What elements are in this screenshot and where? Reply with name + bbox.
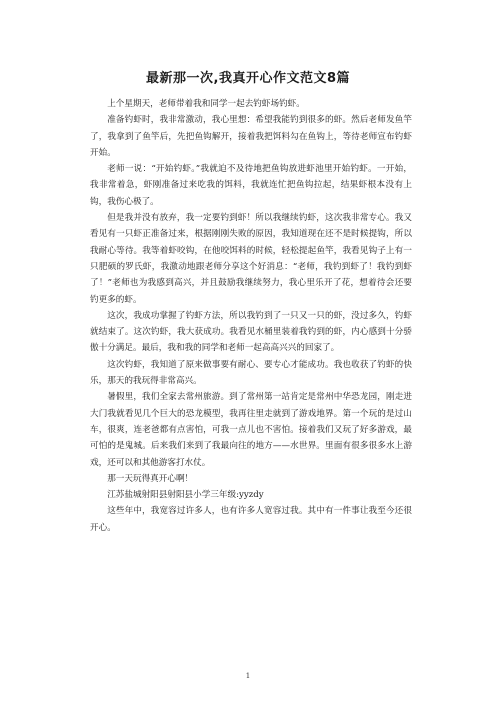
paragraph: 上个星期天，老师带着我和同学一起去钓虾场钓虾。 xyxy=(107,99,305,109)
paragraph: 江苏盐城射阳县射阳县小学三年级:yyzdy xyxy=(107,490,264,501)
paragraph: 这次钓虾，我知道了原来做事要有耐心、要专心才能成功。我也收获了钓虾的快乐，那天的我玩得非常高兴。 xyxy=(90,359,412,387)
paragraph: 这些年中，我宽容过许多人，也有许多人宽容过我。其中有一件事让我至今还很开心。 xyxy=(90,506,412,533)
page-number: 1 xyxy=(245,672,251,680)
paragraph: 但是我并没有放弃，我一定要钓到虾！所以我继续钓虾，这次我非常专心。我又看见有一只虾正准备过来，根据刚刚失败的原因，我知道现在还不是时候提钩，所以我耐心等待。我等着虾咬钩，在他咬饵料的时候，轻松提起鱼竿，我看见钩子上有一只肥硕的罗氏虾，我激动地跟老师分享这个好消息：“老师，我钓到虾了！我钓到虾了！”老师也为我感到高兴，并且鼓励我继续努力，我心里乐开了花，想着待会还要钓更多的虾。 xyxy=(90,213,412,305)
paragraph: 准备钓虾时，我非常激动，我心里想：希望我能钓到很多的虾。然后老师发鱼竿了，我拿到了鱼竿后，先把鱼钩解开，接着我把饵料勾在鱼钩上，等待老师宣布钓虾开始。 xyxy=(90,115,412,158)
paragraph: 那一天玩得真开心啊！ xyxy=(107,473,194,484)
paragraph: 暑假里，我们全家去常州旅游。到了常州第一站肯定是常州中华恐龙园，刚走进大门我就看见几个巨大的恐龙模型，我再往里走就到了游戏地界。第一个玩的是过山车，很爽，连老爸都有点害怕，可我一点儿也不害怕。接着我们又玩了好多游戏，最可怕的是鬼城。后来我们来到了我最向往的地方——水世界。里面有很多很多水上游戏，还可以和其他游客打水仗。 xyxy=(90,392,412,468)
document-body xyxy=(90,96,412,536)
paragraph: 老师一说：“开始钓虾。”我就迫不及待地把鱼钩放进虾池里开始钓虾。一开始，我非常着急，虾刚准备过来吃我的饵料，我就连忙把鱼钩拉起，结果虾根本没有上钩，我伤心极了。 xyxy=(90,164,412,207)
document-title: 最新那一次,我真开心作文范文8篇 xyxy=(146,71,350,86)
paragraph: 这次，我成功掌握了钓虾方法，所以我钓到了一只又一只的虾，没过多久，钓虾就结束了。这次钓虾，我大获成功。我看见水桶里装着我钓到的虾，内心感到十分骄傲十分满足。最后，我和我的同学和老师一起高高兴兴的回家了。 xyxy=(90,310,412,354)
